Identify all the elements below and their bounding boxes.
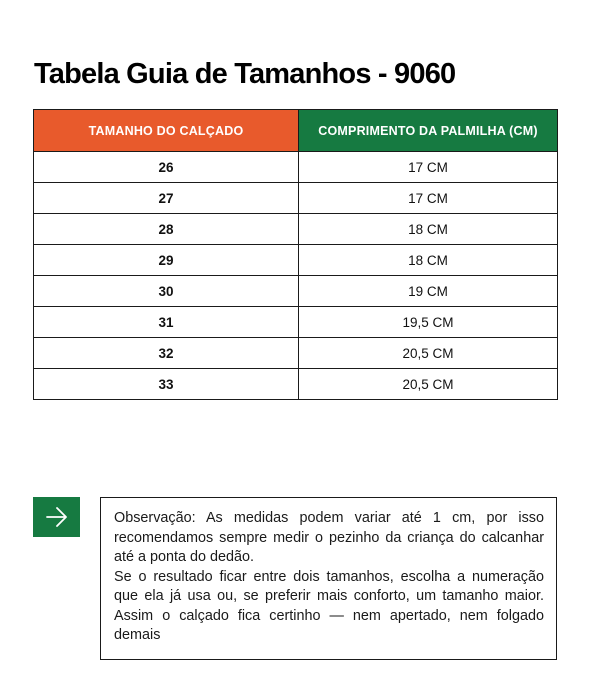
shoe-size-cell: 29 bbox=[34, 245, 299, 276]
insole-length-cell: 20,5 CM bbox=[299, 338, 558, 369]
header-shoe-size: TAMANHO DO CALÇADO bbox=[34, 110, 299, 152]
observation-text-2: Se o resultado ficar entre dois tamanhos, escolha a numeração que ela já usa ou, se preferir mais conforto, um tamanho maior. Assim o calçado fica certinho — nem apertado, nem folgado demais bbox=[114, 568, 544, 643]
shoe-size-cell: 27 bbox=[34, 183, 299, 214]
shoe-size-cell: 32 bbox=[34, 338, 299, 369]
arrow-right-icon bbox=[45, 506, 69, 528]
table-row bbox=[34, 307, 558, 338]
arrow-badge bbox=[33, 497, 80, 537]
shoe-size-cell: 28 bbox=[34, 214, 299, 245]
insole-length-cell: 18 CM bbox=[299, 214, 558, 245]
shoe-size-cell: 31 bbox=[34, 307, 299, 338]
insole-length-cell: 19,5 CM bbox=[299, 307, 558, 338]
header-insole-length: COMPRIMENTO DA PALMILHA (CM) bbox=[299, 110, 558, 152]
shoe-size-cell: 33 bbox=[34, 369, 299, 400]
table-row bbox=[34, 245, 558, 276]
table-row bbox=[34, 214, 558, 245]
shoe-size-cell: 30 bbox=[34, 276, 299, 307]
size-guide-table bbox=[33, 109, 558, 400]
insole-length-cell: 20,5 CM bbox=[299, 369, 558, 400]
table-row bbox=[34, 369, 558, 400]
insole-length-cell: 17 CM bbox=[299, 183, 558, 214]
table-row bbox=[34, 152, 558, 183]
insole-length-cell: 18 CM bbox=[299, 245, 558, 276]
table-row bbox=[34, 276, 558, 307]
observation-box bbox=[100, 497, 557, 660]
observation-text: Observação: As medidas podem variar até 1 cm, por isso recomendamos sempre medir o pezinho da criança do calcanhar até a ponta do dedão. bbox=[114, 510, 544, 565]
page-title: Tabela Guia de Tamanhos - 9060 bbox=[34, 58, 456, 90]
table-header-row bbox=[34, 110, 558, 152]
insole-length-cell: 17 CM bbox=[299, 152, 558, 183]
table-row bbox=[34, 338, 558, 369]
table-row bbox=[34, 183, 558, 214]
shoe-size-cell: 26 bbox=[34, 152, 299, 183]
insole-length-cell: 19 CM bbox=[299, 276, 558, 307]
